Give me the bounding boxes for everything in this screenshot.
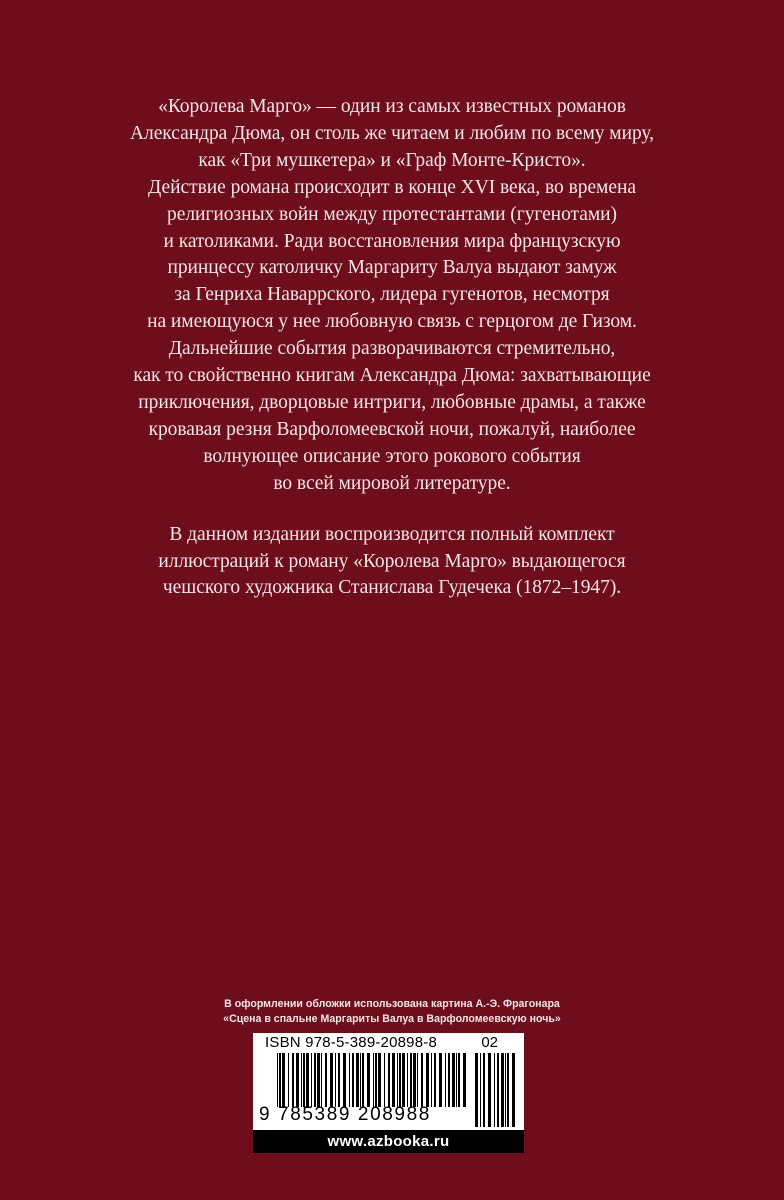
barcode-bar <box>282 1053 285 1107</box>
barcode-bar <box>480 1053 481 1127</box>
blurb-line: принцессу католичку Маргариту Валуа выдают замуж <box>167 257 617 279</box>
barcode-bar <box>325 1053 327 1107</box>
barcode-bar <box>475 1053 478 1127</box>
barcode-bar <box>463 1053 466 1107</box>
blurb-line: волнующее описание этого рокового события <box>203 445 581 467</box>
cover-art-credit <box>140 997 644 1027</box>
blurb-line: и католиками. Ради восстановления мира французскую <box>163 230 621 252</box>
back-cover-blurb <box>70 94 714 602</box>
barcode-bar <box>311 1053 312 1107</box>
barcode-bar <box>456 1053 457 1107</box>
barcode-bar <box>306 1053 309 1107</box>
barcode-bar <box>501 1053 504 1127</box>
barcode-bar <box>458 1053 460 1107</box>
barcode-bar <box>512 1053 515 1127</box>
barcode-bar <box>445 1053 446 1107</box>
blurb-line: религиозных войн между протестантами (гугенотами) <box>167 203 617 225</box>
barcode-digits: 9 785389 208988 <box>259 1104 431 1125</box>
barcode-bar <box>452 1053 455 1107</box>
barcode-bar <box>279 1053 281 1107</box>
paragraph-gap <box>70 498 714 522</box>
barcode-bar <box>402 1053 405 1107</box>
barcode-bar <box>375 1053 377 1107</box>
barcode-bar <box>349 1053 350 1107</box>
publisher-url: www.azbooka.ru <box>253 1130 524 1153</box>
barcode-bar <box>494 1053 495 1127</box>
barcode-bar <box>317 1053 320 1107</box>
barcode-bar <box>360 1053 361 1107</box>
barcode-bar <box>407 1053 408 1107</box>
barcode-bar <box>417 1053 418 1107</box>
barcode-bar <box>330 1053 333 1107</box>
barcode-bar <box>413 1053 416 1107</box>
barcode-bar <box>296 1053 299 1107</box>
blurb-line: приключения, дворцовые интриги, любовные драмы, а также <box>138 391 646 413</box>
blurb-paragraph-2 <box>70 522 714 603</box>
isbn-barcode <box>253 1033 524 1153</box>
blurb-line: «Королева Марго» — один из самых известных романов <box>158 96 626 117</box>
barcode-bar <box>367 1053 370 1107</box>
barcode-bar <box>431 1053 432 1107</box>
blurb-line: как то свойственно книгам Александра Дюма: захватывающие <box>133 365 651 387</box>
blurb-line: как «Три мушкетера» и «Граф Монте-Кристо». <box>198 149 586 171</box>
blurb-paragraph-1 <box>70 94 714 498</box>
barcode-bar <box>314 1053 316 1107</box>
barcode-bar <box>397 1053 398 1107</box>
barcode-bar <box>292 1053 294 1107</box>
barcode-bar <box>488 1053 491 1127</box>
barcode-bar <box>505 1053 506 1127</box>
barcode-bar <box>378 1053 381 1107</box>
blurb-line: чешского художника Станислава Гудечека (1872–1947). <box>162 577 622 599</box>
blurb-line: Действие романа происходит в конце XVI века, во времена <box>148 176 636 198</box>
blurb-line: на имеющуюся у нее любовную связь с герцогом де Гизом. <box>147 311 637 333</box>
barcode-bar <box>384 1053 385 1107</box>
barcode-bar <box>338 1053 340 1107</box>
barcode-bar <box>277 1053 278 1107</box>
barcode-bar <box>483 1053 485 1127</box>
barcode-bar <box>507 1053 509 1127</box>
barcode-bar <box>373 1053 374 1107</box>
barcode-bar <box>410 1053 412 1107</box>
barcode-bar <box>426 1053 429 1107</box>
barcode-bar <box>288 1053 289 1107</box>
barcode-bar <box>421 1053 423 1107</box>
barcode-bar <box>399 1053 401 1107</box>
blurb-line: Дальнейшие события разворачиваются стремительно, <box>168 338 616 360</box>
barcode-addon-label: 02 <box>481 1034 498 1051</box>
barcode-bar <box>301 1053 302 1107</box>
barcode-bar <box>362 1053 364 1107</box>
blurb-line: кровавая резня Варфоломеевской ночи, пожалуй, наиболее <box>148 418 636 440</box>
credit-line-1: В оформлении обложки использована картина А.-Э. Фрагонара <box>224 998 560 1010</box>
barcode-bar <box>335 1053 336 1107</box>
barcode-bar <box>352 1053 354 1107</box>
barcode-bar <box>392 1053 395 1107</box>
barcode-bar <box>356 1053 359 1107</box>
barcode-bar <box>303 1053 305 1107</box>
barcode-bar <box>439 1053 442 1107</box>
barcode-bar <box>497 1053 499 1127</box>
barcode-bar <box>343 1053 346 1107</box>
blurb-line: В данном издании воспроизводится полный комплект <box>169 523 615 545</box>
isbn-label: ISBN 978-5-389-20898-8 <box>265 1034 438 1051</box>
barcode-bar <box>388 1053 390 1107</box>
blurb-line: иллюстраций к роману «Королева Марго» выдающегося <box>158 550 626 572</box>
blurb-line: Александра Дюма, он столь же читаем и любим по всему миру, <box>129 122 654 144</box>
blurb-line: за Генриха Наваррского, лидера гугенотов, несмотря <box>174 284 610 306</box>
blurb-line: во всей мировой литературе. <box>273 472 511 494</box>
barcode-bar <box>448 1053 450 1107</box>
barcode-bar <box>434 1053 436 1107</box>
barcode-bar <box>321 1053 322 1107</box>
credit-line-2: «Сцена в спальне Маргариты Валуа в Варфоломеевскую ночь» <box>223 1013 561 1025</box>
